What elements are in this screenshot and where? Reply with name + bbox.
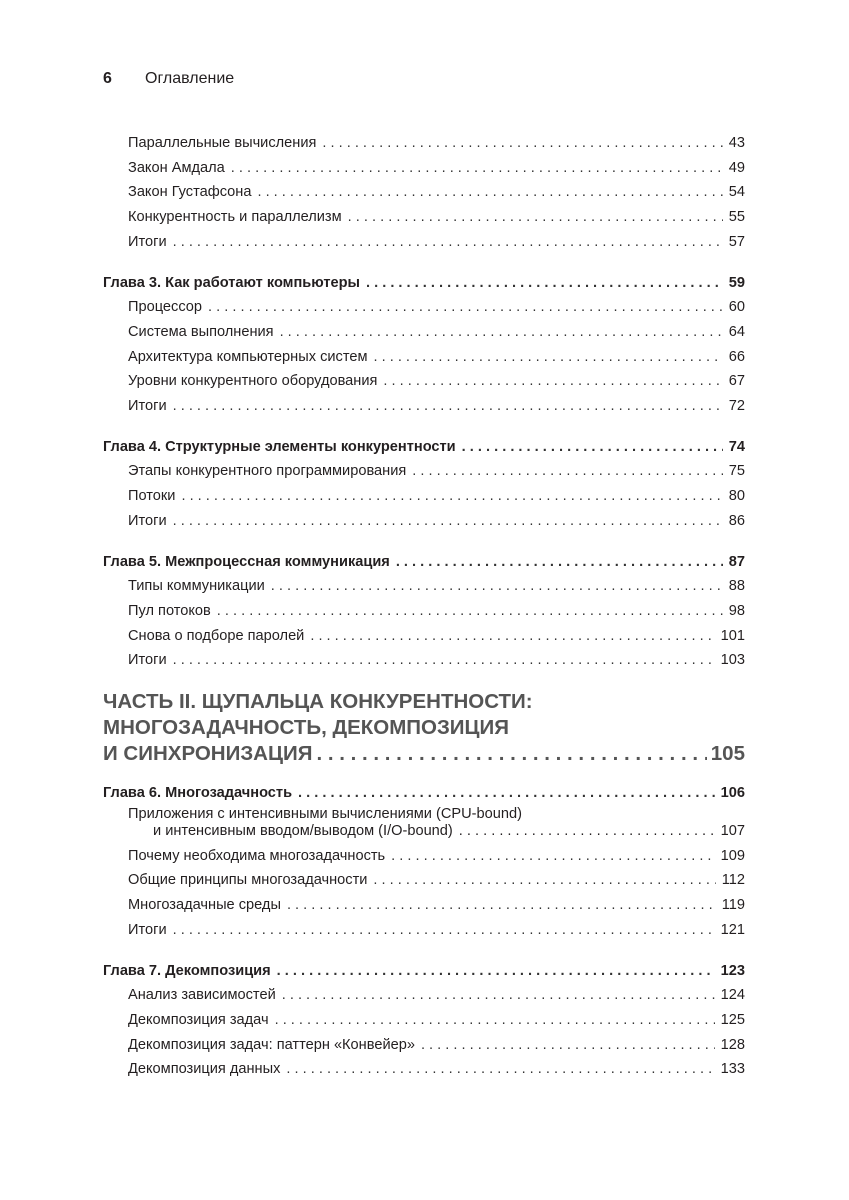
dot-leader <box>383 369 722 394</box>
dot-leader <box>366 271 723 296</box>
entry-page: 86 <box>728 512 745 529</box>
chapter-entry <box>103 271 745 296</box>
entry-page: 121 <box>720 921 745 938</box>
entry-page: 87 <box>728 553 745 570</box>
entry-title: Параллельные вычисления <box>128 135 317 151</box>
table-of-contents <box>103 131 745 1098</box>
entry-page: 109 <box>720 847 745 864</box>
dot-leader <box>208 295 723 320</box>
entry-page: 72 <box>728 398 745 415</box>
section-entry <box>103 918 745 943</box>
dot-leader <box>310 624 714 649</box>
section-entry <box>103 893 745 918</box>
entry-title: Многозадачные среды <box>128 897 281 914</box>
entry-title: Итоги <box>128 398 167 415</box>
entry-title: Глава 4. Структурные элементы конкурентности <box>103 438 456 455</box>
part-title-line: МНОГОЗАДАЧНОСТЬ, ДЕКОМПОЗИЦИЯ <box>103 716 509 740</box>
dot-leader <box>287 893 716 918</box>
dot-leader <box>173 230 723 255</box>
entry-title: и интенсивным вводом/выводом (I/O-bound) <box>153 822 453 839</box>
entry-title: Снова о подборе паролей <box>128 627 305 644</box>
entry-page: 67 <box>728 373 745 390</box>
entry-title: Глава 5. Межпроцессная коммуникация <box>103 553 390 570</box>
entry-page: 80 <box>728 488 745 505</box>
entry-page: 101 <box>720 627 745 644</box>
entry-title: Потоки <box>128 488 176 505</box>
entry-page: 49 <box>728 159 745 176</box>
section-entry <box>103 1033 745 1058</box>
section-entry <box>103 459 745 484</box>
entry-page: 133 <box>720 1061 745 1078</box>
entry-page: 88 <box>728 578 745 595</box>
dot-leader <box>231 156 723 181</box>
chapter-entry <box>103 959 745 984</box>
dot-leader <box>373 868 715 893</box>
toc-group <box>103 781 745 943</box>
entry-title: Типы коммуникации <box>128 578 265 595</box>
section-entry <box>103 983 745 1008</box>
dot-leader <box>322 131 722 156</box>
entry-page: 55 <box>728 209 745 226</box>
entry-page: 119 <box>721 897 745 914</box>
dot-leader <box>277 959 715 984</box>
section-entry <box>103 180 745 205</box>
section-entry <box>103 844 745 869</box>
chapter-entry <box>103 435 745 460</box>
entry-title: Процессор <box>128 299 203 316</box>
entry-page: 124 <box>720 987 745 1004</box>
section-entry <box>103 1057 745 1082</box>
entry-page: 59 <box>728 274 745 291</box>
dot-leader <box>173 509 723 534</box>
page-header <box>103 70 234 88</box>
part-heading <box>103 689 745 767</box>
section-entry <box>103 509 745 534</box>
entry-page: 64 <box>728 323 745 340</box>
entry-page: 128 <box>720 1036 745 1053</box>
dot-leader <box>391 844 714 869</box>
entry-page: 103 <box>720 652 745 669</box>
entry-title: Итоги <box>128 652 167 669</box>
entry-title: Итоги <box>128 921 167 938</box>
entry-title: Глава 7. Декомпозиция <box>103 962 271 979</box>
entry-page: 60 <box>728 299 745 316</box>
dot-leader <box>348 205 723 230</box>
chapter-entry <box>103 781 745 806</box>
dot-leader <box>257 180 722 205</box>
dot-leader <box>181 484 722 509</box>
entry-title: Пул потоков <box>128 602 211 619</box>
entry-page: 54 <box>728 184 745 201</box>
part-title-line: ЧАСТЬ II. ЩУПАЛЬЦА КОНКУРЕНТНОСТИ: <box>103 690 533 714</box>
entry-title: Архитектура компьютерных систем <box>128 348 368 365</box>
section-entry <box>103 484 745 509</box>
dot-leader <box>286 1057 714 1082</box>
dot-leader <box>396 550 723 575</box>
dot-leader <box>173 394 723 419</box>
dot-leader <box>173 918 715 943</box>
entry-title-continued <box>128 823 745 840</box>
dot-leader <box>298 781 715 806</box>
entry-page: 57 <box>728 233 745 250</box>
part-page: 105 <box>710 742 745 766</box>
toc-group <box>103 435 745 534</box>
entry-title: Декомпозиция задач: паттерн «Конвейер» <box>128 1036 415 1053</box>
entry-page: 125 <box>720 1011 745 1028</box>
entry-title: Декомпозиция задач <box>128 1011 269 1028</box>
entry-title: Итоги <box>128 512 167 529</box>
section-entry <box>103 205 745 230</box>
section-entry <box>103 345 745 370</box>
section-entry <box>103 394 745 419</box>
entry-page: 112 <box>721 872 745 889</box>
entry-title: Итоги <box>128 233 167 250</box>
section-entry <box>103 599 745 624</box>
section-entry <box>103 295 745 320</box>
dot-leader <box>275 1008 715 1033</box>
section-entry <box>103 806 745 840</box>
entry-title: Анализ зависимостей <box>128 987 276 1004</box>
entry-title: Конкурентность и параллелизм <box>128 209 342 226</box>
entry-title: Приложения с интенсивными вычислениями (CPU-bound) <box>128 805 522 822</box>
entry-title: Закон Густафсона <box>128 184 252 201</box>
dot-leader <box>412 459 723 484</box>
dot-leader <box>280 320 723 345</box>
chapter-entry <box>103 550 745 575</box>
section-entry <box>103 230 745 255</box>
section-entry <box>103 868 745 893</box>
entry-title: Почему необходима многозадачность <box>128 847 386 864</box>
entry-title: Этапы конкурентного программирования <box>128 463 407 480</box>
toc-group <box>103 959 745 1083</box>
dot-leader <box>316 741 706 767</box>
page-number: 6 <box>103 70 112 87</box>
dot-leader <box>462 435 723 460</box>
section-entry <box>103 624 745 649</box>
dot-leader <box>217 599 723 624</box>
toc-group <box>103 271 745 419</box>
entry-title: Уровни конкурентного оборудования <box>128 373 378 390</box>
running-title: Оглавление <box>145 70 235 87</box>
entry-title: Декомпозиция данных <box>128 1061 281 1078</box>
entry-page: 107 <box>720 822 745 839</box>
entry-page: 74 <box>728 438 745 455</box>
entry-title: Закон Амдала <box>128 159 225 176</box>
dot-leader <box>374 345 723 370</box>
entry-title: Система выполнения <box>128 323 274 340</box>
dot-leader <box>282 983 715 1008</box>
section-entry <box>103 574 745 599</box>
part-title-text: И СИНХРОНИЗАЦИЯ <box>103 742 313 766</box>
section-entry <box>103 1008 745 1033</box>
section-entry <box>103 369 745 394</box>
entry-page: 75 <box>728 463 745 480</box>
section-entry <box>103 131 745 156</box>
toc-group <box>103 131 745 255</box>
dot-leader <box>421 1033 715 1058</box>
entry-title: Глава 3. Как работают компьютеры <box>103 274 360 291</box>
toc-group <box>103 550 745 674</box>
entry-page: 43 <box>728 135 745 151</box>
section-entry <box>103 320 745 345</box>
dot-leader <box>173 648 715 673</box>
dot-leader <box>459 823 715 840</box>
entry-title: Глава 6. Многозадачность <box>103 785 293 802</box>
entry-page: 106 <box>720 785 745 802</box>
entry-page: 123 <box>720 962 745 979</box>
entry-page: 98 <box>728 602 745 619</box>
dot-leader <box>271 574 723 599</box>
entry-page: 66 <box>728 348 745 365</box>
part-title-line <box>103 741 745 767</box>
entry-title: Общие принципы многозадачности <box>128 872 368 889</box>
section-entry <box>103 156 745 181</box>
section-entry <box>103 648 745 673</box>
